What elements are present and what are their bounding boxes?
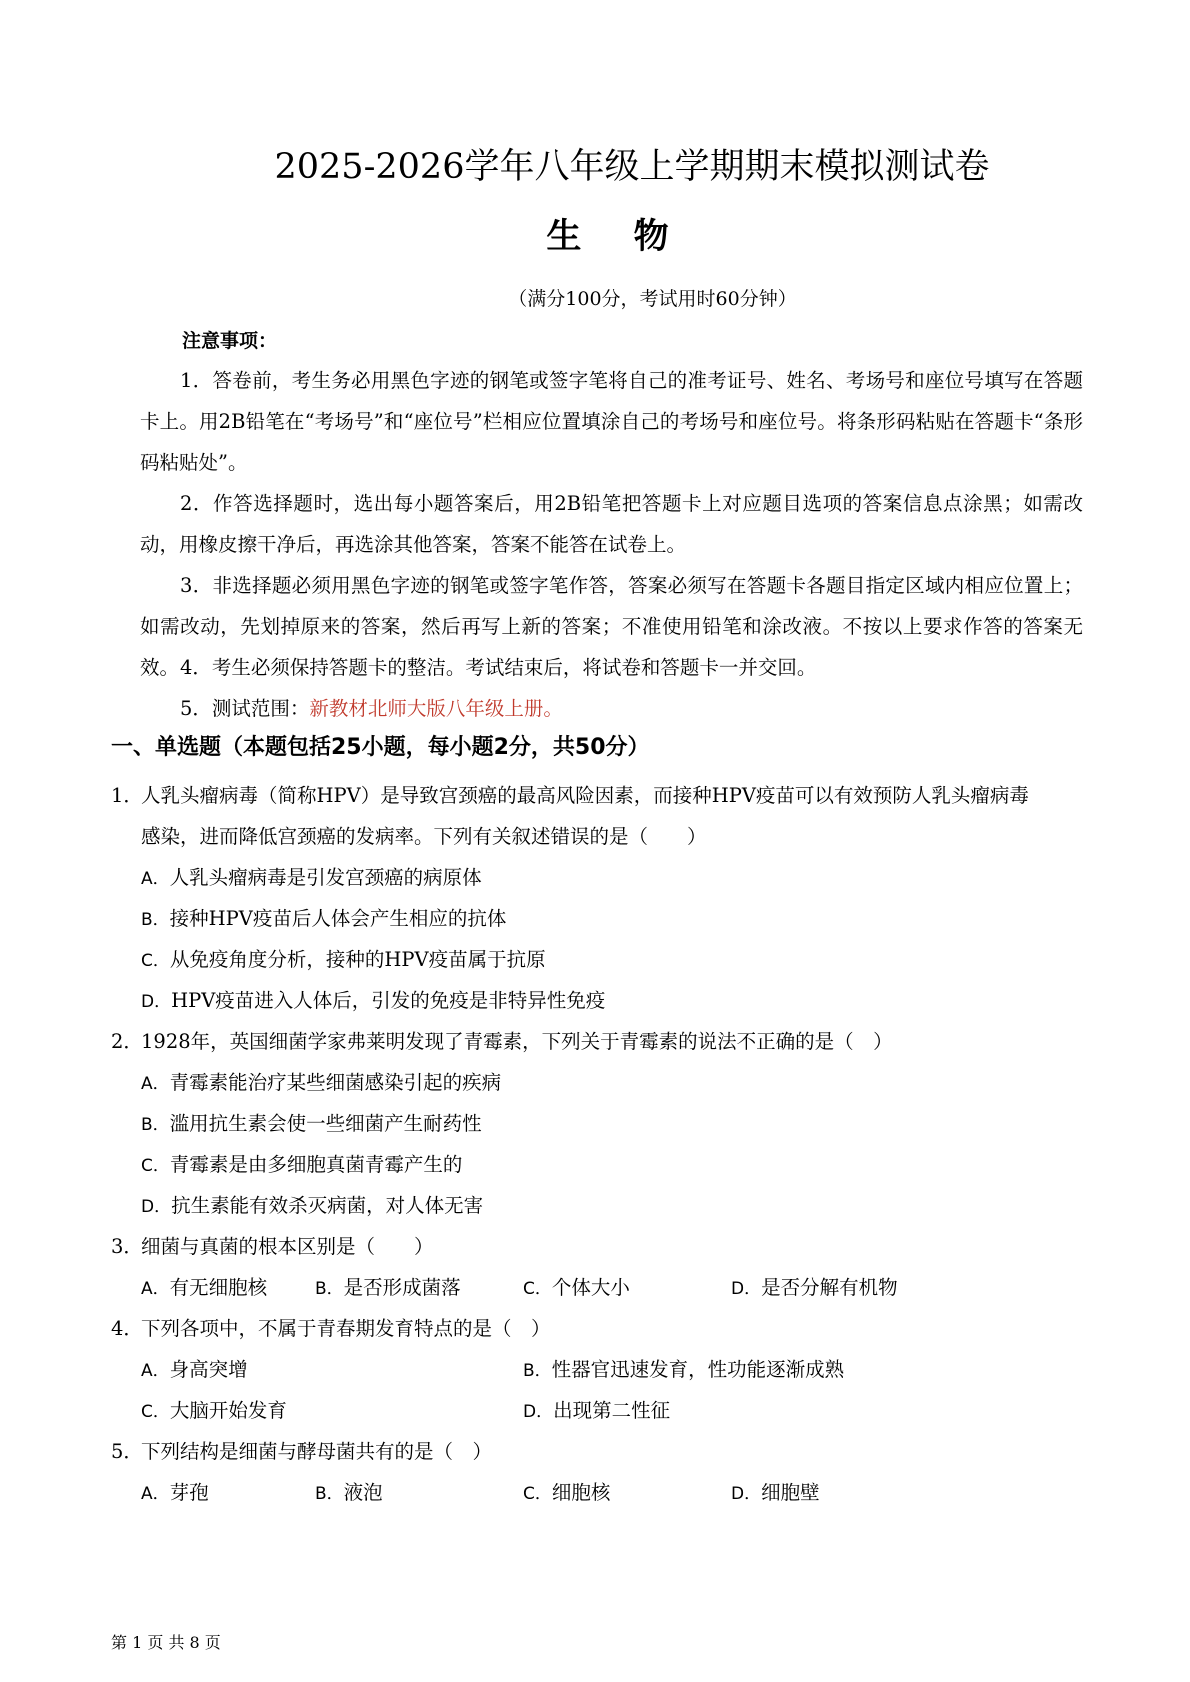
question-1 — [111, 775, 1086, 816]
range-prefix: 5．测试范围： — [180, 697, 310, 720]
question-5 — [111, 1431, 1086, 1472]
notice-item-2: 2．作答选择题时，选出每小题答案后，用2B铅笔把答题卡上对应题目选项的答案信息点涂黑；如需改动，用橡皮擦干净后，再选涂其他答案，答案不能答在试卷上。 — [140, 492, 1083, 556]
question-1-option-c: C．从免疫角度分析，接种的HPV疫苗属于抗原 — [141, 948, 546, 971]
question-number: 5． — [111, 1440, 143, 1463]
question-number: 3． — [111, 1235, 143, 1258]
question-5-option-a: A．芽孢 — [141, 1481, 209, 1504]
score-info: （满分100分，考试用时60分钟） — [508, 288, 797, 310]
question-1-stem-cont: 感染，进而降低宫颈癌的发病率。下列有关叙述错误的是（ ） — [141, 825, 707, 848]
page-number: 第 1 页 共 8 页 — [111, 1633, 221, 1652]
question-4-option-c: C．大脑开始发育 — [141, 1399, 287, 1422]
question-3-option-c: C．个体大小 — [523, 1276, 630, 1299]
exam-title: 2025-2026学年八年级上学期期末模拟测试卷 — [274, 147, 990, 187]
question-3-option-a: A．有无细胞核 — [141, 1276, 268, 1299]
question-4-option-d: D．出现第二性征 — [523, 1399, 671, 1422]
notice-item-1: 1．答卷前，考生务必用黑色字迹的钢笔或签字笔将自己的准考证号、姓名、考场号和座位号填写在答题卡上。用2B铅笔在“考场号”和“座位号”栏相应位置填涂自己的考场号和座位号。将条形码粘贴在答题卡“条形码粘贴处”。 — [140, 369, 1083, 474]
question-stem: 1928年，英国细菌学家弗莱明发现了青霉素，下列关于青霉素的说法不正确的是（ ） — [141, 1030, 893, 1053]
question-number: 1． — [111, 784, 143, 807]
question-number: 4． — [111, 1317, 143, 1340]
question-number: 2． — [111, 1030, 143, 1053]
notice-item-5 — [140, 688, 1083, 729]
question-4-option-a: A．身高突增 — [141, 1358, 248, 1381]
subject-title: 生 物 — [546, 216, 689, 257]
question-1-option-a: A．人乳头瘤病毒是引发宫颈癌的病原体 — [141, 866, 482, 889]
question-3-option-d: D．是否分解有机物 — [731, 1276, 898, 1299]
question-2-option-c: C．青霉素是由多细胞真菌青霉产生的 — [141, 1153, 463, 1176]
question-3 — [111, 1226, 1086, 1267]
question-1-option-d: D．HPV疫苗进入人体后，引发的免疫是非特异性免疫 — [141, 989, 606, 1012]
question-3-option-b: B．是否形成菌落 — [315, 1276, 461, 1299]
question-4-option-b: B．性器官迅速发育，性功能逐渐成熟 — [523, 1358, 845, 1381]
question-2 — [111, 1021, 1086, 1062]
range-value: 新教材北师大版八年级上册。 — [309, 697, 563, 720]
notice-item-3: 3．非选择题必须用黑色字迹的钢笔或签字笔作答，答案必须写在答题卡各题目指定区域内相应位置上；如需改动，先划掉原来的答案，然后再写上新的答案；不准使用铅笔和涂改液。不按以上要求作答的答案无效。 — [140, 574, 1083, 679]
question-5-option-b: B．液泡 — [315, 1481, 383, 1504]
question-4 — [111, 1308, 1086, 1349]
question-stem: 下列结构是细菌与酵母菌共有的是（ ） — [141, 1440, 493, 1463]
notice-heading: 注意事项： — [182, 330, 278, 352]
question-stem: 人乳头瘤病毒（简称HPV）是导致宫颈癌的最高风险因素，而接种HPV疫苗可以有效预防人乳头瘤病毒 — [141, 784, 1029, 807]
question-stem: 细菌与真菌的根本区别是（ ） — [141, 1235, 434, 1258]
section-heading-single-choice: 一、单选题（本题包括25小题，每小题2分，共50分） — [111, 735, 650, 760]
question-5-option-d: D．细胞壁 — [731, 1481, 820, 1504]
notice-item-4: 4．考生必须保持答题卡的整洁。考试结束后，将试卷和答题卡一并交回。 — [180, 656, 817, 679]
question-stem: 下列各项中，不属于青春期发育特点的是（ ） — [141, 1317, 551, 1340]
question-1-option-b: B．接种HPV疫苗后人体会产生相应的抗体 — [141, 907, 507, 930]
question-2-option-b: B．滥用抗生素会使一些细菌产生耐药性 — [141, 1112, 482, 1135]
question-5-option-c: C．细胞核 — [523, 1481, 611, 1504]
question-2-option-d: D．抗生素能有效杀灭病菌，对人体无害 — [141, 1194, 484, 1217]
question-2-option-a: A．青霉素能治疗某些细菌感染引起的疾病 — [141, 1071, 502, 1094]
